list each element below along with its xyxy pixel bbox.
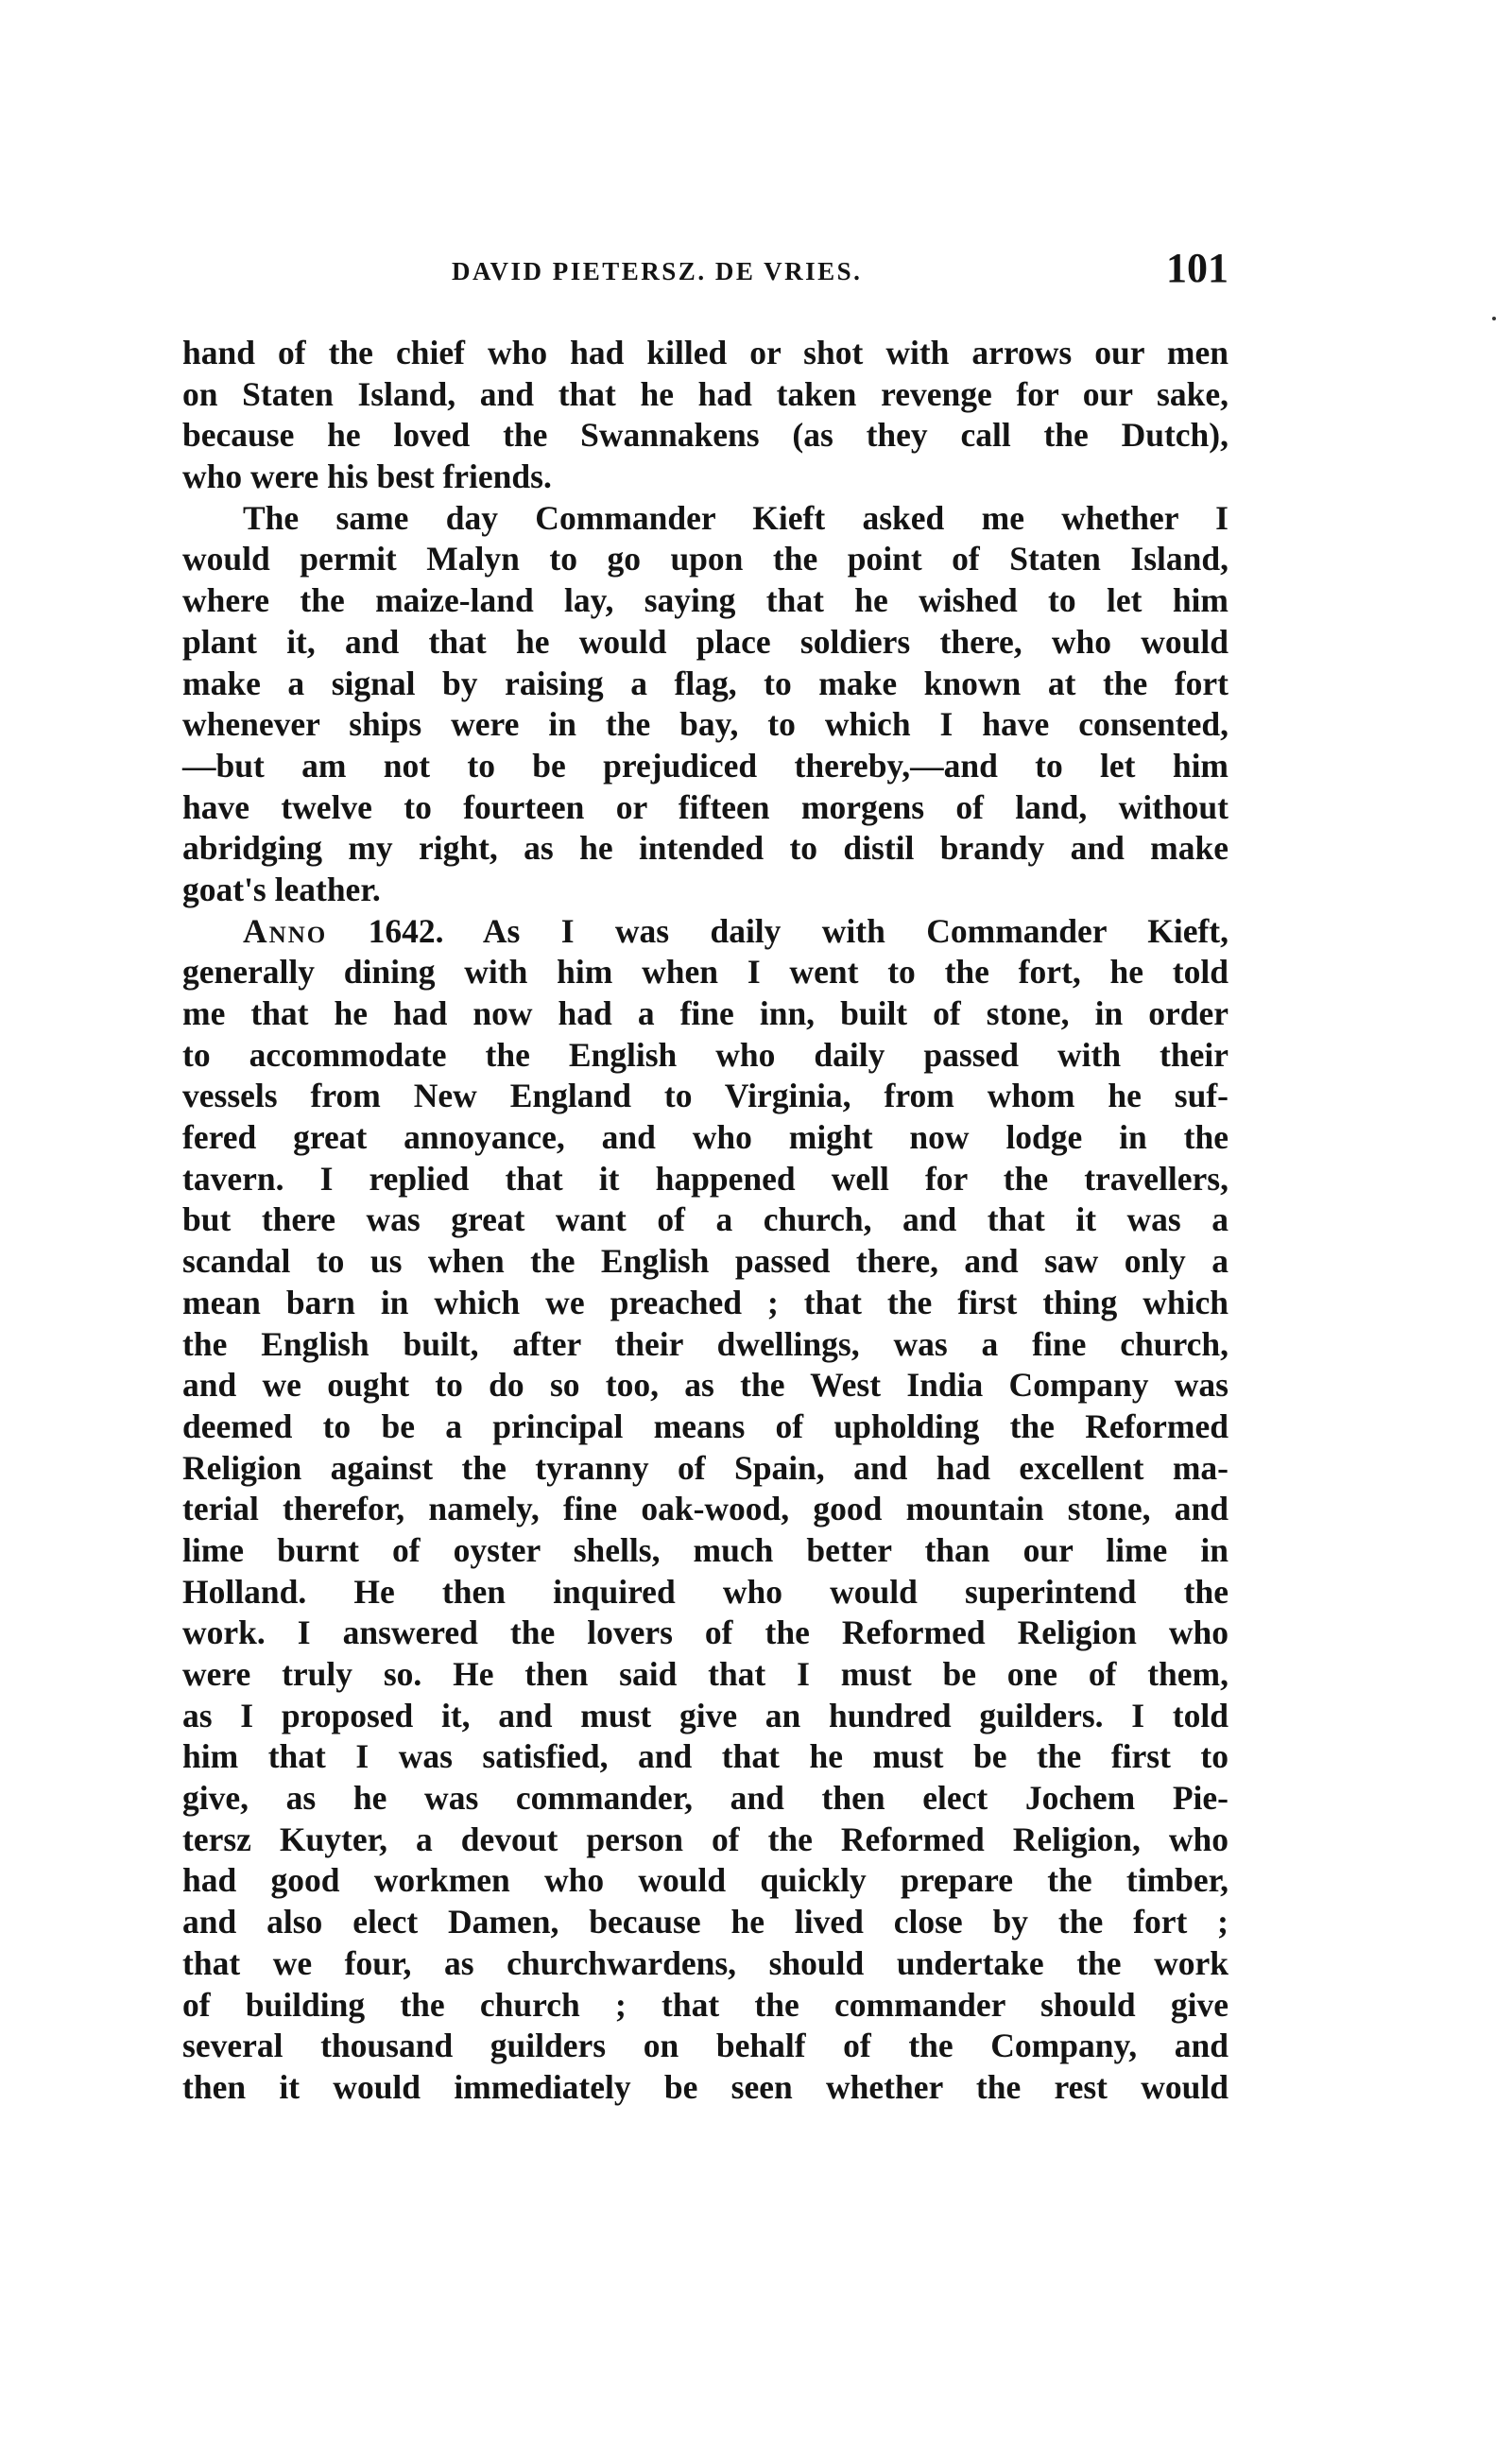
page-number: 101 (1166, 245, 1228, 291)
line-text: —but am not to be prejudiced thereby,—and to let him (182, 746, 1228, 785)
line-text: me that he had now had a fine inn, built of stone, in order (182, 994, 1228, 1032)
line-text: deemed to be a principal means of upholding the Reformed (182, 1406, 1228, 1445)
line-text: lime burnt of oyster shells, much better than our lime in (182, 1530, 1228, 1569)
line-text: because he loved the Swannakens (as they call the Dutch), (182, 416, 1228, 455)
text-line (182, 1943, 1228, 1985)
line-text: scandal to us when the English passed there, and saw only a (182, 1242, 1228, 1281)
line-text: tavern. I replied that it happened well for the travellers, (182, 1159, 1228, 1198)
line-text: of building the church ; that the commander should give (182, 1985, 1228, 2024)
line-text: give, as he was commander, and then elect Jochem Pie- (182, 1779, 1228, 1818)
text-line (182, 415, 1228, 457)
line-text: Holland. He then inquired who would superintend the (182, 1572, 1228, 1611)
text-line (182, 457, 1228, 498)
text-line (182, 1365, 1228, 1406)
text-line (182, 787, 1228, 829)
text-line (182, 1117, 1228, 1159)
line-text: plant it, and that he would place soldiers there, who would (182, 622, 1228, 661)
text-line (182, 622, 1228, 664)
text-line (182, 746, 1228, 787)
text-line (182, 952, 1228, 993)
text-line (182, 1489, 1228, 1530)
text-line (182, 1902, 1228, 1943)
text-line (182, 911, 1228, 953)
line-text: fered great annoyance, and who might now lodge in the (182, 1118, 1228, 1157)
line-text: would permit Malyn to go upon the point of Staten Island, (182, 540, 1228, 578)
text-line (182, 539, 1228, 580)
text-line (182, 664, 1228, 705)
line-text: but there was great want of a church, and that it was a (182, 1200, 1228, 1239)
line-text: vessels from New England to Virginia, from whom he suf- (182, 1077, 1228, 1115)
line-text: had good workmen who would quickly prepare the timber, (182, 1861, 1228, 1900)
line-text: as I proposed it, and must give an hundred guilders. I told (182, 1696, 1228, 1734)
text-line (182, 1572, 1228, 1613)
text-line (182, 1406, 1228, 1448)
text-line (182, 1448, 1228, 1490)
text-line (182, 1241, 1228, 1283)
text-line (182, 2067, 1228, 2109)
line-text: and also elect Damen, because he lived close by the fort ; (182, 1903, 1228, 1941)
text-line (182, 1860, 1228, 1902)
line-text: tersz Kuyter, a devout person of the Reformed Religion, who (182, 1820, 1228, 1858)
text-line (182, 1985, 1228, 2027)
text-line (182, 1736, 1228, 1778)
line-text: whenever ships were in the bay, to which I have consented, (182, 705, 1228, 744)
line-text: to accommodate the English who daily passed with their (182, 1035, 1228, 1074)
text-line (182, 1283, 1228, 1324)
text-line (182, 1530, 1228, 1572)
text-line (182, 704, 1228, 746)
line-text: generally dining with him when I went to the fort, he told (182, 953, 1228, 992)
line-text: and we ought to do so too, as the West India Company was (182, 1366, 1228, 1405)
text-line (182, 1654, 1228, 1696)
text-line (182, 1324, 1228, 1366)
running-title: DAVID PIETERSZ. DE VRIES. (452, 257, 863, 285)
line-text: work. I answered the lovers of the Reformed Religion who (182, 1613, 1228, 1652)
line-text: hand of the chief who had killed or shot with arrows our men (182, 334, 1228, 371)
stray-ink-mark (1492, 317, 1496, 320)
text-line (182, 374, 1228, 416)
text-line (182, 1035, 1228, 1077)
text-line (182, 828, 1228, 870)
body-text (182, 333, 1228, 2109)
text-line (182, 1696, 1228, 1737)
year-lead-small-caps: Anno (243, 911, 328, 950)
line-text: who were his best friends. (182, 457, 552, 496)
line-text: terial therefor, namely, fine oak-wood, good mountain stone, and (182, 1490, 1228, 1528)
text-line (182, 498, 1228, 540)
line-text: him that I was satisfied, and that he must be the first to (182, 1737, 1228, 1776)
text-line (182, 1076, 1228, 1117)
text-line (182, 1159, 1228, 1200)
line-text: where the maize-land lay, saying that he wished to let him (182, 581, 1228, 620)
text-line (182, 1820, 1228, 1861)
text-line (182, 1613, 1228, 1654)
text-line (182, 993, 1228, 1035)
line-text: The same day Commander Kieft asked me whether I (243, 498, 1228, 537)
line-text: 1642. As I was daily with Commander Kieft, (327, 911, 1228, 950)
line-text: mean barn in which we preached ; that the first thing which (182, 1283, 1228, 1321)
line-text: have twelve to fourteen or fifteen morgens of land, without (182, 787, 1228, 826)
line-text: several thousand guilders on behalf of the Company, and (182, 2027, 1228, 2065)
text-line (182, 580, 1228, 622)
text-line (182, 870, 1228, 911)
text-line (182, 1778, 1228, 1820)
line-text: on Staten Island, and that he had taken revenge for our sake, (182, 374, 1228, 413)
line-text: that we four, as churchwardens, should undertake the work (182, 1943, 1228, 1982)
text-line (182, 1199, 1228, 1241)
line-text: were truly so. He then said that I must be one of them, (182, 1655, 1228, 1693)
line-text: Religion against the tyranny of Spain, and had excellent ma- (182, 1448, 1228, 1487)
text-line (182, 2026, 1228, 2067)
running-head (180, 244, 1228, 301)
line-text: make a signal by raising a flag, to make known at the fort (182, 664, 1228, 702)
line-text: the English built, after their dwellings, was a fine church, (182, 1324, 1228, 1363)
line-text: abridging my right, as he intended to distil brandy and make (182, 829, 1228, 868)
line-text: goat's leather. (182, 870, 381, 908)
text-line (182, 333, 1228, 374)
line-text: then it would immediately be seen whether the rest would (182, 2067, 1228, 2106)
